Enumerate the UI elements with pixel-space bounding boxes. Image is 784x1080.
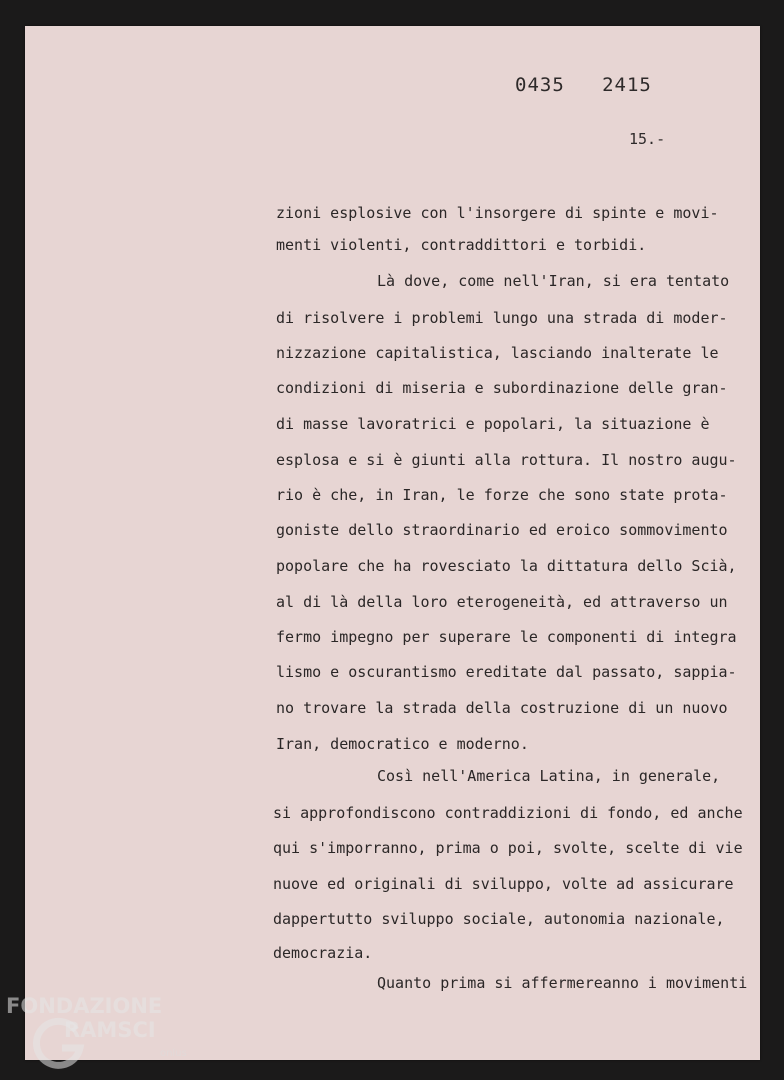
text-line: democrazia. <box>273 944 373 962</box>
document-page <box>25 26 760 1060</box>
text-line: Così nell'America Latina, in generale, <box>377 767 721 785</box>
text-line: di risolvere i problemi lungo una strada di moder- <box>276 309 728 327</box>
text-line: esplosa e si è giunti alla rottura. Il nostro augu- <box>276 451 737 469</box>
text-line: Iran, democratico e moderno. <box>276 735 529 753</box>
text-line: popolare che ha rovesciato la dittatura dello Scià, <box>276 557 737 575</box>
text-line: di masse lavoratrici e popolari, la situazione è <box>276 415 710 433</box>
text-line: Quanto prima si affermereanno i movimenti <box>377 974 748 992</box>
watermark-line1: FONDAZIONE <box>6 994 163 1018</box>
text-line: condizioni di miseria e subordinazione delle gran- <box>276 379 728 397</box>
text-line: dappertutto sviluppo sociale, autonomia nazionale, <box>273 910 725 928</box>
text-line: si approfondiscono contraddizioni di fondo, ed anche <box>273 804 743 822</box>
text-line: nizzazione capitalistica, lasciando inalterate le <box>276 344 719 362</box>
text-line: Là dove, come nell'Iran, si era tentato <box>377 272 730 290</box>
text-line: nuove ed originali di sviluppo, volte ad assicurare <box>273 875 734 893</box>
text-line: menti violenti, contraddittori e torbidi. <box>276 236 647 254</box>
fondazione-gramsci-watermark <box>6 994 206 1074</box>
watermark-line2: RAMSCI <box>64 1018 156 1042</box>
text-line: al di là della loro eterogeneità, ed attraverso un <box>276 593 728 611</box>
text-line: lismo e oscurantismo ereditate dal passato, sappia- <box>276 663 737 681</box>
page-number: 15.- <box>629 130 666 148</box>
text-line: zioni esplosive con l'insorgere di spinte e movi- <box>276 204 719 222</box>
watermark-line3: onlus <box>160 1048 187 1059</box>
text-line: qui s'imporranno, prima o poi, svolte, scelte di vie <box>273 839 743 857</box>
text-line: fermo impegno per superare le componenti di integra <box>276 628 737 646</box>
text-line: no trovare la strada della costruzione di un nuovo <box>276 699 728 717</box>
text-line: goniste dello straordinario ed eroico sommovimento <box>276 521 728 539</box>
archive-number: 0435 2415 <box>515 74 652 96</box>
text-line: rio è che, in Iran, le forze che sono state prota- <box>276 486 728 504</box>
